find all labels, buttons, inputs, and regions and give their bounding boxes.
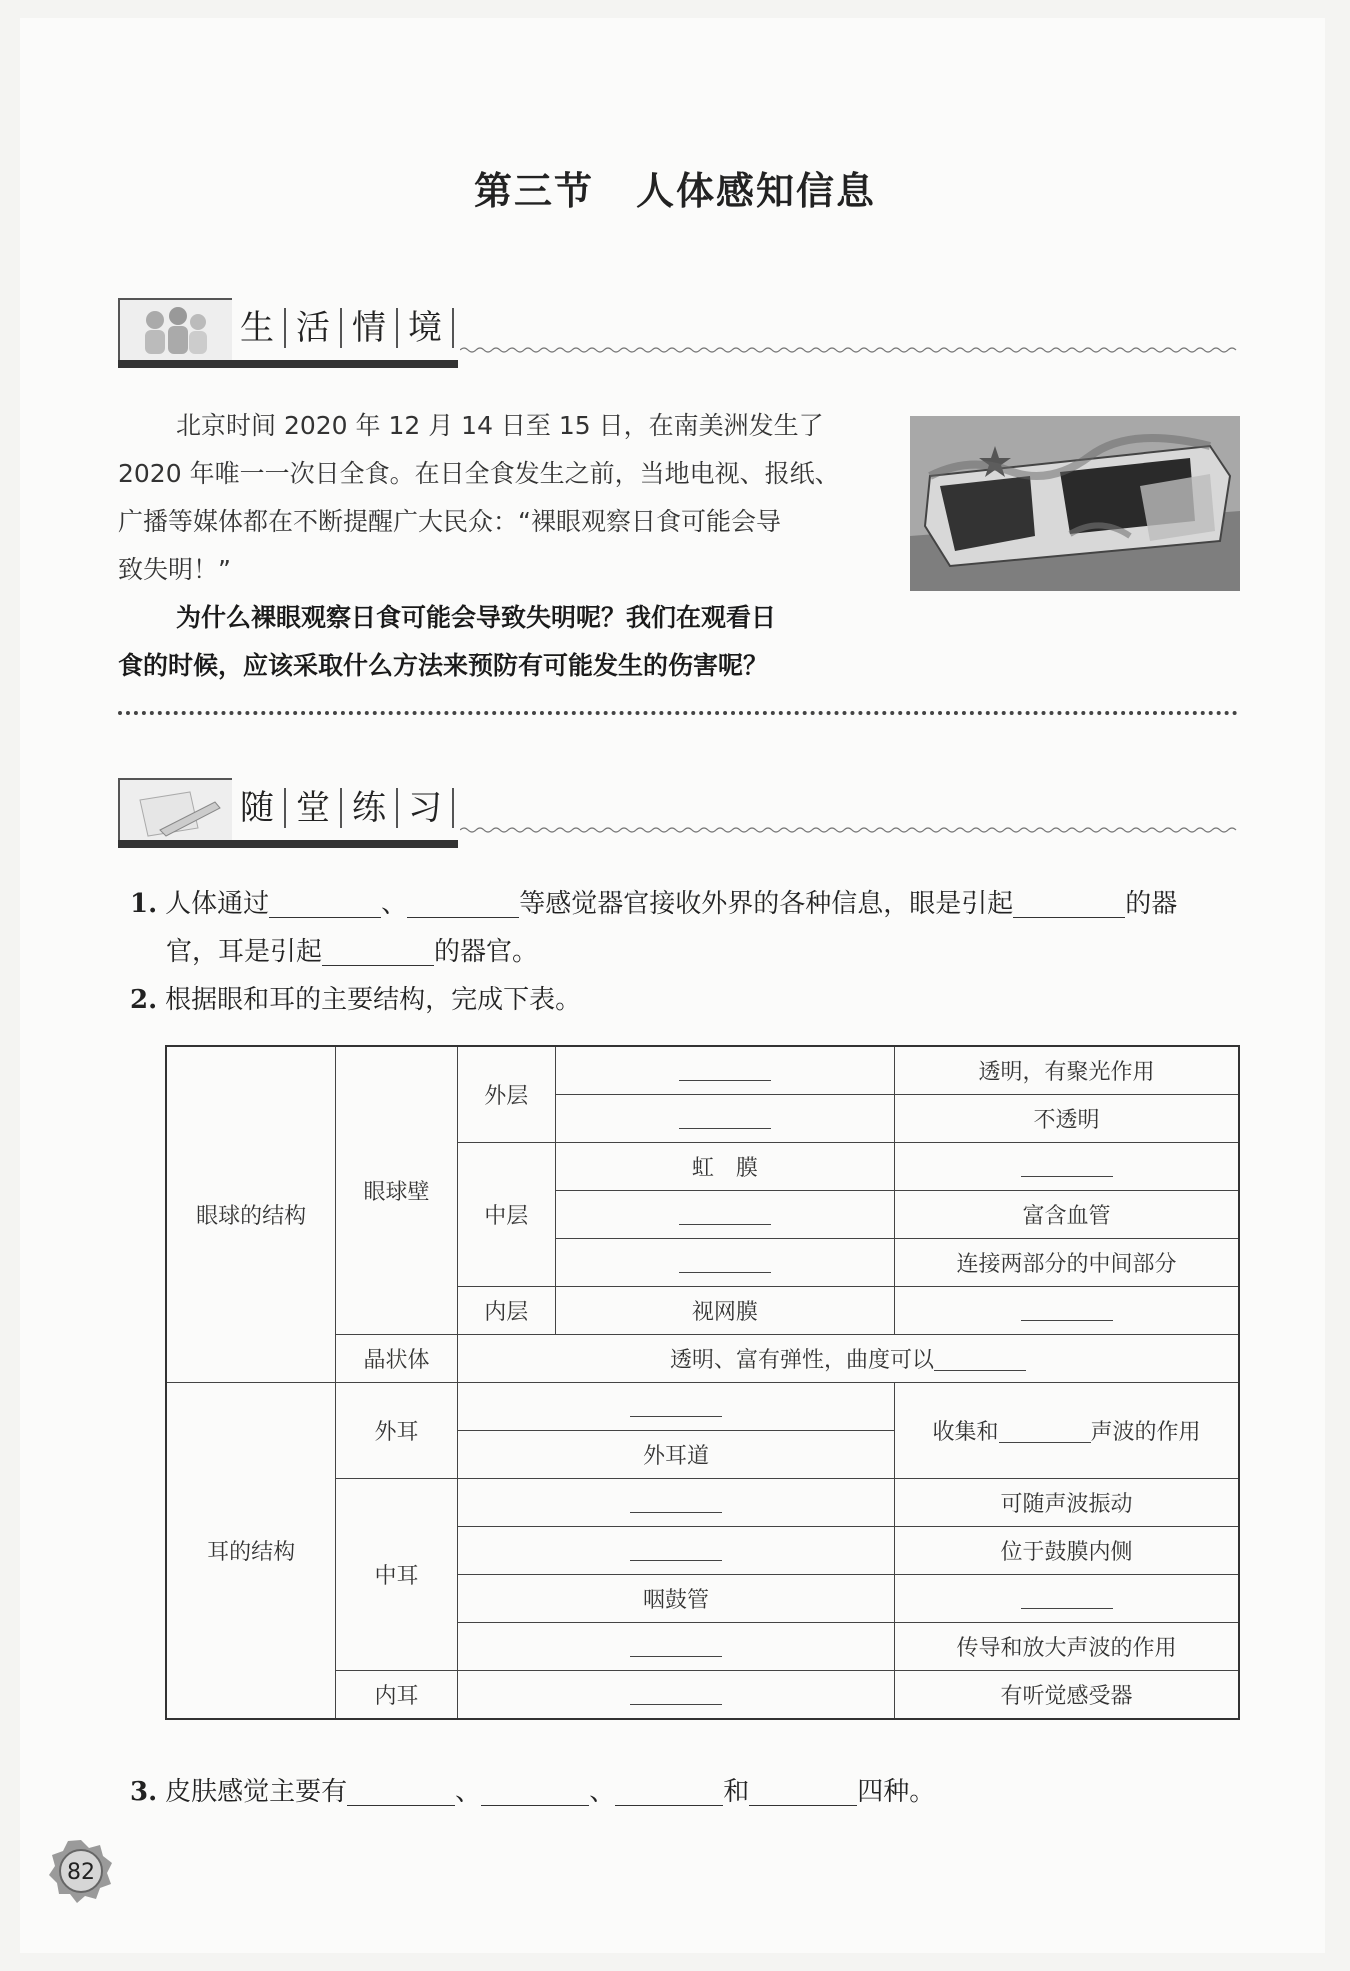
answer-blank[interactable] xyxy=(1021,1156,1113,1177)
answer-blank[interactable] xyxy=(630,1684,722,1705)
structure-cell: 视网膜 xyxy=(555,1287,894,1335)
answer-blank[interactable] xyxy=(679,1252,771,1273)
page-number: 82 xyxy=(67,1860,95,1885)
answer-blank[interactable] xyxy=(679,1108,771,1129)
function-cell: 有听觉感受器 xyxy=(895,1671,1239,1720)
structure-cell: 咽鼓管 xyxy=(457,1575,894,1623)
scenario-text: 北京时间 2020 年 12 月 14 日至 15 日，在南美洲发生了 2020 年唯一一次日全食。在日全食发生之前，当地电视、报纸、 广播等媒体都在不断提醒广大民众：“裸眼观察日食可能会导 致失明！” xyxy=(118,411,840,584)
outer-ear-label: 外耳 xyxy=(336,1383,458,1479)
lens-label: 晶状体 xyxy=(336,1335,458,1383)
section-header-practice xyxy=(118,778,1238,848)
middle-ear-label: 中耳 xyxy=(336,1479,458,1671)
answer-blank[interactable] xyxy=(630,1636,722,1657)
function-cell: 位于鼓膜内侧 xyxy=(895,1527,1239,1575)
function-cell: 不透明 xyxy=(895,1095,1239,1143)
answer-blank[interactable] xyxy=(615,1777,723,1806)
answer-blank[interactable] xyxy=(407,889,519,918)
answer-blank[interactable] xyxy=(1021,1588,1113,1609)
middle-layer-label: 中层 xyxy=(457,1143,555,1287)
inner-ear-label: 内耳 xyxy=(336,1671,458,1720)
answer-cell[interactable] xyxy=(555,1046,894,1095)
answer-cell[interactable] xyxy=(457,1671,894,1720)
page-number-badge xyxy=(48,1838,114,1904)
answer-blank[interactable] xyxy=(347,1777,455,1806)
lens-function-cell: 透明、富有弹性，曲度可以 xyxy=(457,1335,1239,1383)
answer-cell[interactable] xyxy=(457,1383,894,1431)
answer-cell[interactable] xyxy=(895,1575,1239,1623)
answer-blank[interactable] xyxy=(630,1396,722,1417)
answer-cell[interactable] xyxy=(555,1239,894,1287)
outer-layer-label: 外层 xyxy=(457,1046,555,1143)
function-cell: 富含血管 xyxy=(895,1191,1239,1239)
question-1: 1. 人体通过 、 等感觉器官接收外界的各种信息，眼是引起 的器 官，耳是引起 的器官。 xyxy=(130,889,1178,967)
section-header-life-scenario xyxy=(118,298,1238,368)
inner-layer-label: 内层 xyxy=(457,1287,555,1335)
answer-blank[interactable] xyxy=(679,1204,771,1225)
function-cell: 传导和放大声波的作用 xyxy=(895,1623,1239,1671)
eclipse-glasses-photo xyxy=(910,416,1240,591)
ear-structure-label: 耳的结构 xyxy=(166,1383,336,1720)
pencil-paper-icon xyxy=(118,778,232,842)
answer-blank[interactable] xyxy=(1013,889,1125,918)
eyeball-wall-label: 眼球壁 xyxy=(336,1046,458,1335)
function-cell: 可随声波振动 xyxy=(895,1479,1239,1527)
structure-cell: 外耳道 xyxy=(457,1431,894,1479)
section-title: 随 堂 练 习 xyxy=(240,788,454,828)
answer-cell[interactable] xyxy=(895,1287,1239,1335)
answer-blank[interactable] xyxy=(269,889,381,918)
eye-structure-label: 眼球的结构 xyxy=(166,1046,336,1383)
answer-blank[interactable] xyxy=(749,1777,857,1806)
function-cell: 连接两部分的中间部分 xyxy=(895,1239,1239,1287)
question-3: 3. 皮肤感觉主要有 、 、 和 四种。 xyxy=(130,1777,936,1807)
answer-blank[interactable] xyxy=(1021,1300,1113,1321)
dotted-divider xyxy=(118,711,1238,715)
function-cell: 收集和 声波的作用 xyxy=(895,1383,1239,1479)
answer-blank[interactable] xyxy=(679,1060,771,1081)
answer-blank[interactable] xyxy=(630,1540,722,1561)
eye-ear-structure-table xyxy=(165,1045,1240,1720)
answer-cell[interactable] xyxy=(555,1095,894,1143)
section-title: 生 活 情 境 xyxy=(240,308,454,348)
answer-cell[interactable] xyxy=(555,1191,894,1239)
question-2: 2. 根据眼和耳的主要结构，完成下表。 xyxy=(130,985,582,1015)
answer-blank[interactable] xyxy=(481,1777,589,1806)
answer-cell[interactable] xyxy=(895,1143,1239,1191)
people-icon xyxy=(118,298,232,362)
answer-blank[interactable] xyxy=(322,937,434,966)
function-cell: 透明，有聚光作用 xyxy=(895,1046,1239,1095)
page-title: 第三节 人体感知信息 xyxy=(473,168,877,213)
answer-blank[interactable] xyxy=(630,1492,722,1513)
scenario-question: 为什么裸眼观察日食可能会导致失明呢？我们在观看日 食的时候，应该采取什么方法来预防有可能发生的伤害呢？ xyxy=(118,603,777,680)
answer-cell[interactable] xyxy=(457,1479,894,1527)
answer-cell[interactable] xyxy=(457,1527,894,1575)
answer-blank[interactable] xyxy=(934,1350,1026,1371)
structure-cell: 虹 膜 xyxy=(555,1143,894,1191)
answer-blank[interactable] xyxy=(999,1422,1091,1443)
answer-cell[interactable] xyxy=(457,1623,894,1671)
